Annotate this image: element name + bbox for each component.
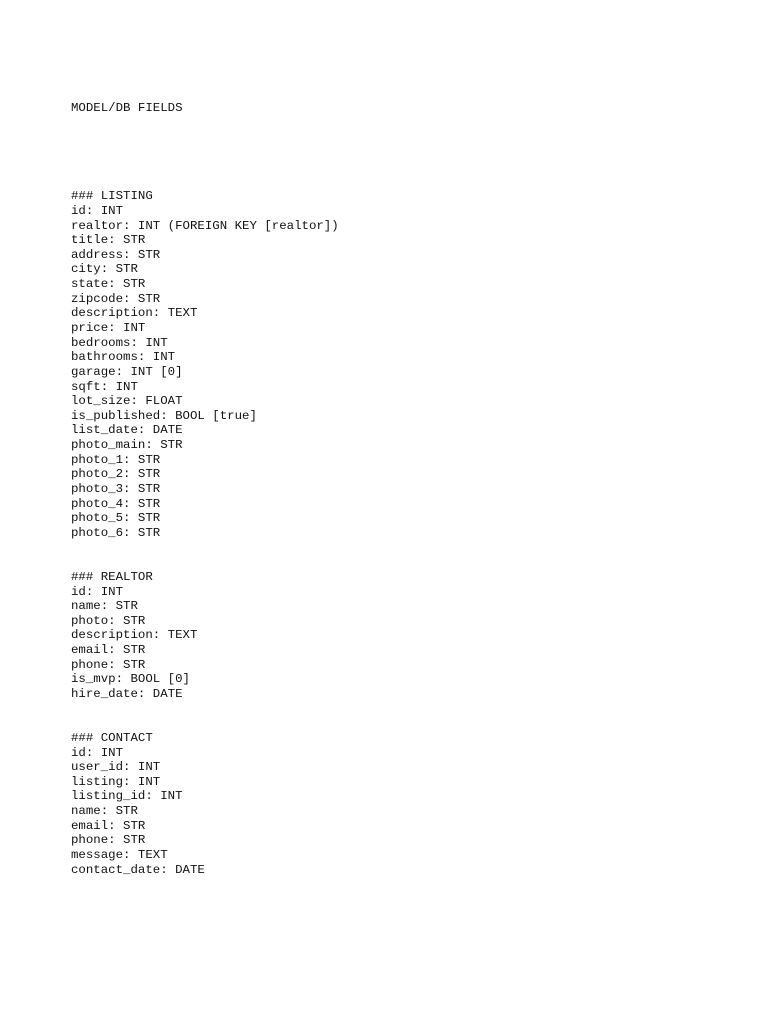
field-line: title: STR — [71, 233, 146, 248]
field-line: bedrooms: INT — [71, 335, 168, 350]
field-line: photo: STR — [71, 613, 146, 628]
field-line: email: STR — [71, 643, 146, 658]
field-line: phone: STR — [71, 833, 146, 848]
field-line: photo_main: STR — [71, 438, 183, 453]
field-line: listing_id: INT — [71, 789, 183, 804]
section-heading: ### LISTING — [71, 189, 153, 204]
section-realtor — [71, 570, 339, 702]
field-line: list_date: DATE — [71, 423, 183, 438]
field-line: photo_5: STR — [71, 511, 161, 526]
blank-line — [71, 716, 339, 731]
sections-container — [71, 189, 339, 877]
field-line: zipcode: STR — [71, 291, 161, 306]
document-title: MODEL/DB FIELDS — [71, 101, 183, 116]
field-line: is_mvp: BOOL [0] — [71, 672, 190, 687]
field-line: sqft: INT — [71, 379, 138, 394]
field-line: realtor: INT (FOREIGN KEY [realtor]) — [71, 218, 339, 233]
section-contact — [71, 731, 339, 877]
blank-line — [71, 145, 339, 160]
field-line: garage: INT [0] — [71, 364, 183, 379]
field-line: photo_3: STR — [71, 482, 161, 497]
field-line: name: STR — [71, 804, 138, 819]
field-line: phone: STR — [71, 657, 146, 672]
field-line: name: STR — [71, 599, 138, 614]
field-line: id: INT — [71, 203, 124, 218]
field-line: bathrooms: INT — [71, 350, 176, 365]
field-line: email: STR — [71, 818, 146, 833]
blank-line — [71, 541, 339, 556]
field-line: state: STR — [71, 277, 146, 292]
blank-line — [71, 555, 339, 570]
field-line: lot_size: FLOAT — [71, 394, 183, 409]
blank-line — [71, 702, 339, 717]
field-line: user_id: INT — [71, 760, 161, 775]
field-line: id: INT — [71, 584, 124, 599]
field-line: hire_date: DATE — [71, 687, 183, 701]
field-line: price: INT — [71, 320, 146, 335]
field-line: message: TEXT — [71, 848, 168, 863]
field-line: contact_date: DATE — [71, 862, 205, 877]
field-line: city: STR — [71, 262, 138, 277]
field-line: is_published: BOOL [true] — [71, 408, 257, 423]
field-line: photo_1: STR — [71, 452, 161, 467]
field-line: photo_2: STR — [71, 467, 161, 482]
field-line: address: STR — [71, 247, 161, 262]
field-line: photo_6: STR — [71, 525, 161, 540]
section-heading: ### CONTACT — [71, 730, 153, 745]
field-line: description: TEXT — [71, 628, 198, 643]
section-listing — [71, 189, 339, 540]
field-line: photo_4: STR — [71, 496, 161, 511]
field-line: listing: INT — [71, 774, 161, 789]
field-line: description: TEXT — [71, 306, 198, 321]
field-line: id: INT — [71, 745, 124, 760]
section-heading: ### REALTOR — [71, 569, 153, 584]
document-body — [71, 72, 339, 892]
